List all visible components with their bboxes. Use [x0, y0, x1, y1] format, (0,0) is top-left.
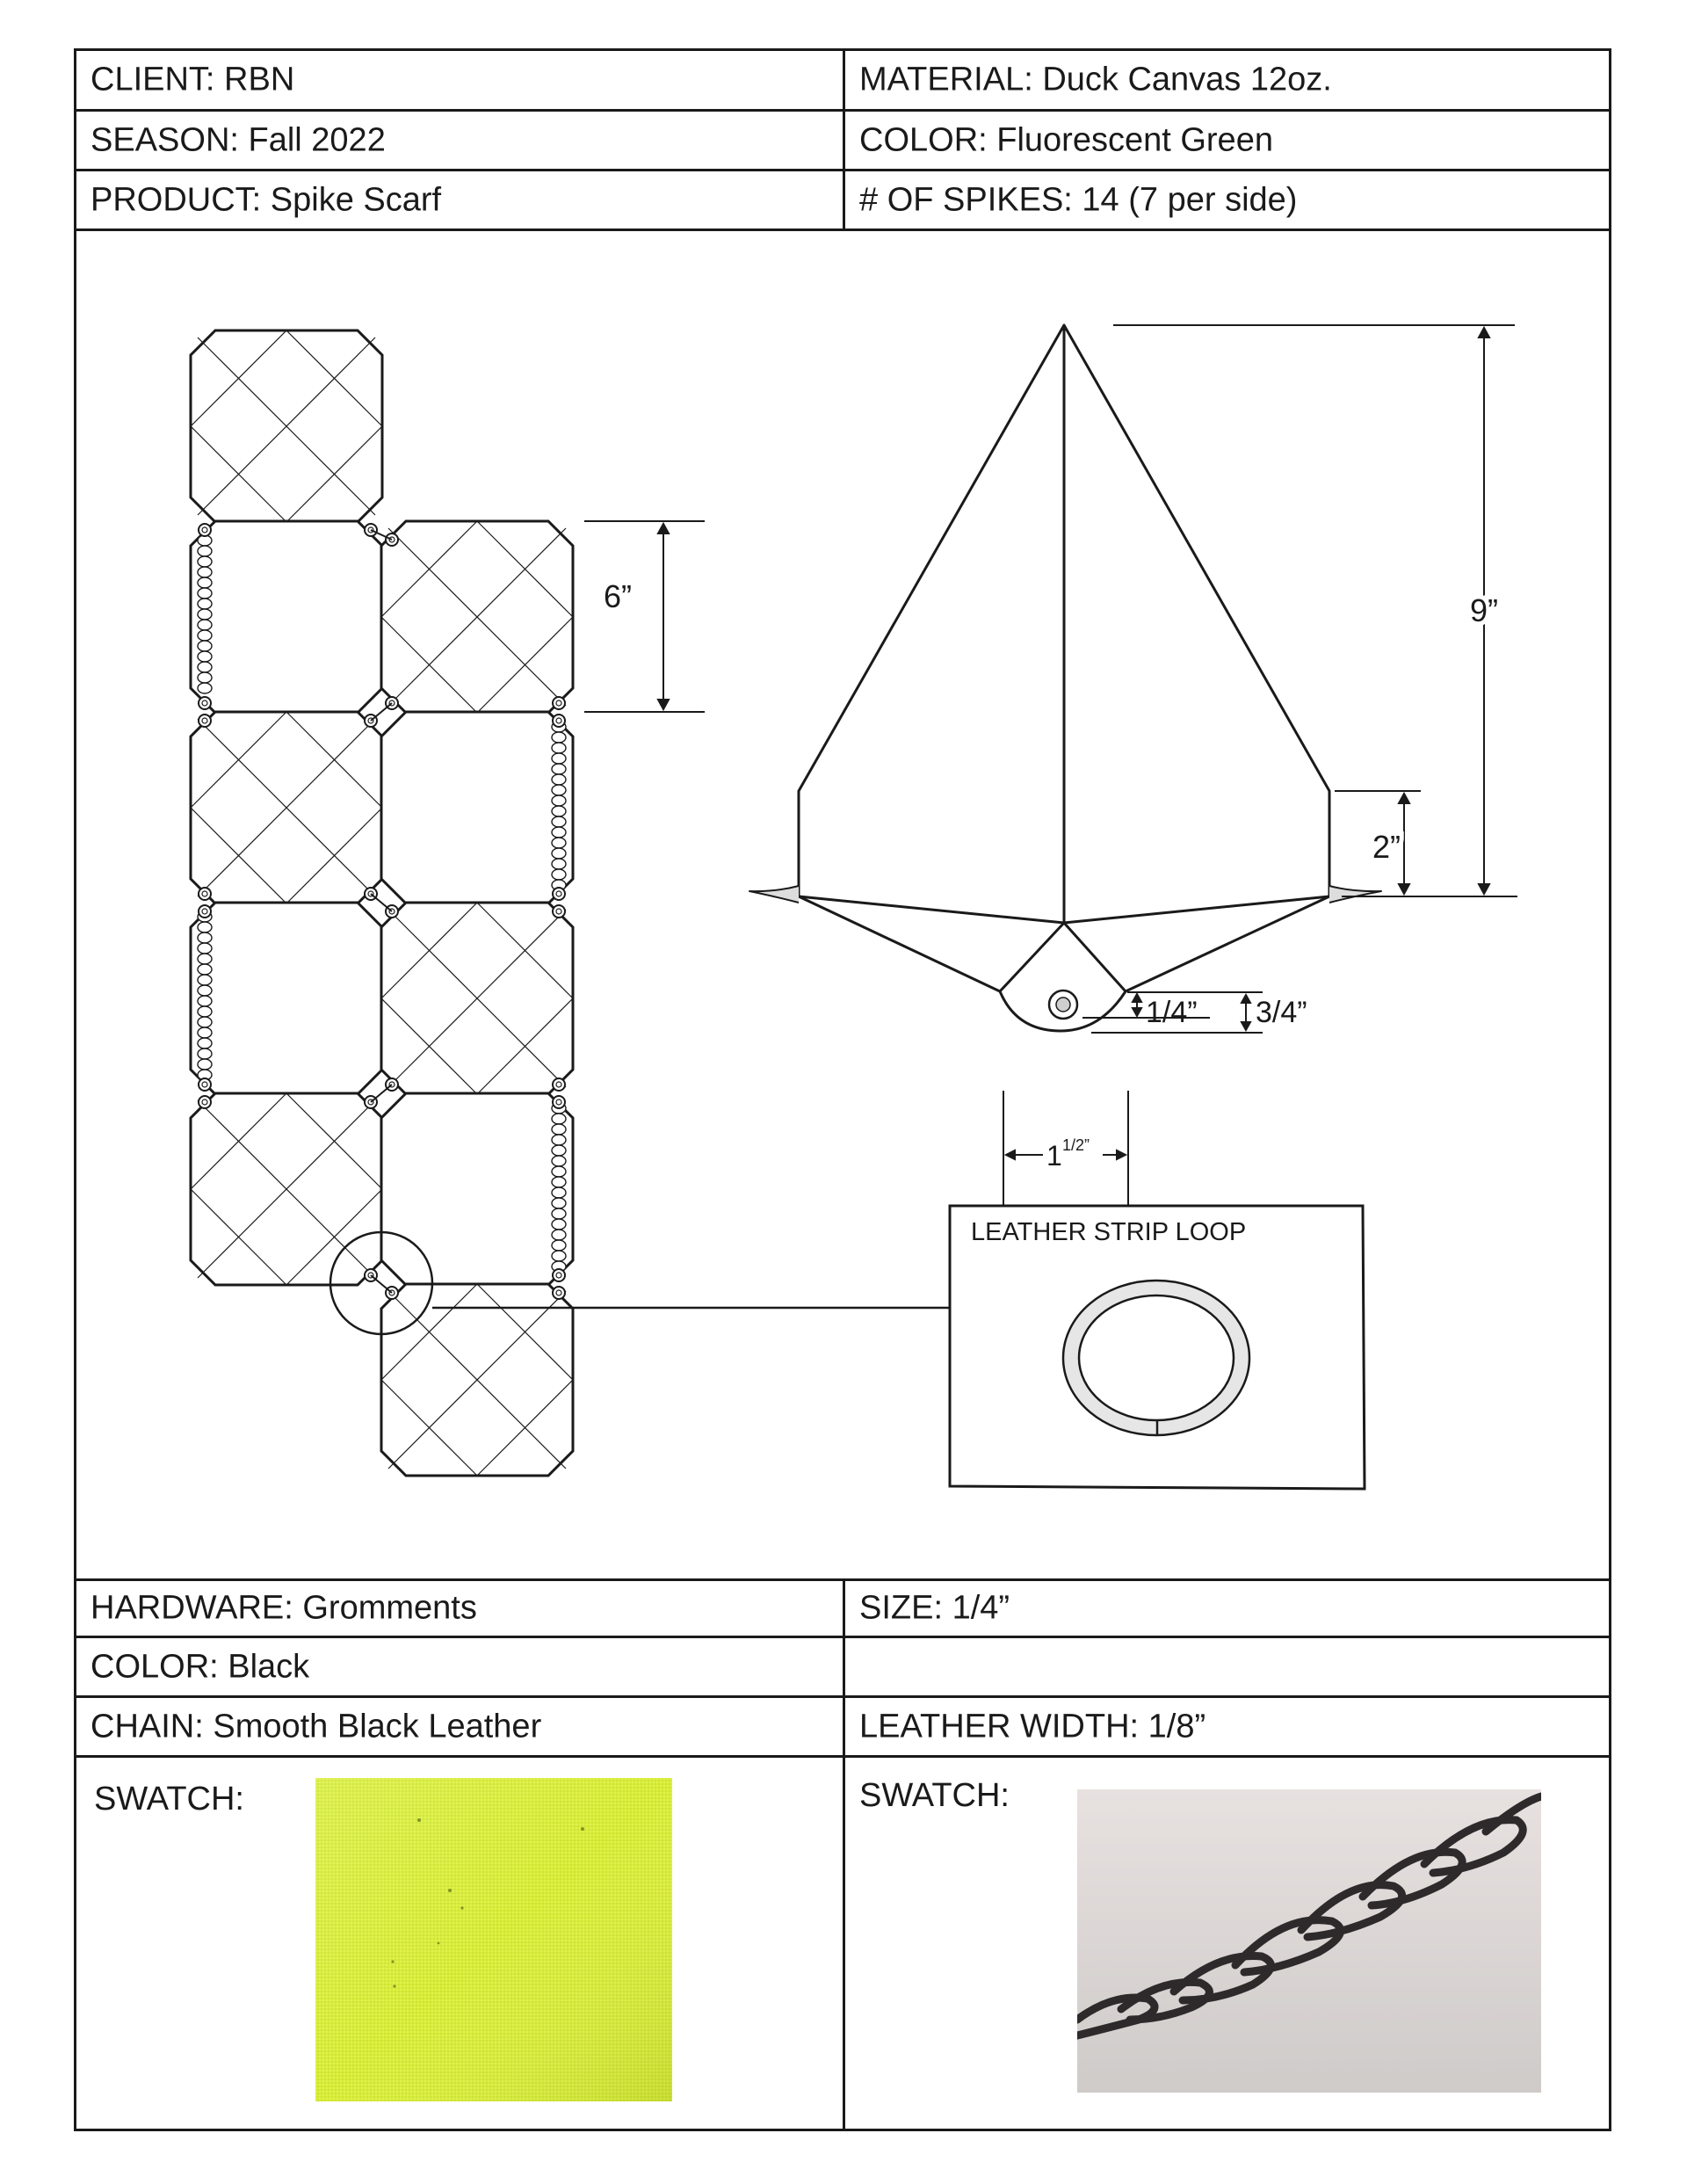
- leather-width-field: LEATHER WIDTH: 1/8”: [859, 1708, 1206, 1745]
- spikes-field: # OF SPIKES: 14 (7 per side): [859, 181, 1298, 218]
- hardware-color-cell: [76, 1638, 845, 1695]
- chain-link: [198, 630, 212, 641]
- color-field: COLOR: Fluorescent Green: [859, 121, 1273, 158]
- chain-link: [198, 662, 212, 672]
- chain-link: [198, 588, 212, 599]
- chain-link: [198, 932, 212, 943]
- chain-link: [552, 806, 566, 816]
- chain-link: [552, 859, 566, 869]
- scarf-panel-plain: [191, 521, 382, 713]
- chain-link: [198, 651, 212, 662]
- chain-link: [552, 848, 566, 859]
- chain-link: [198, 954, 212, 964]
- material-field: MATERIAL: Duck Canvas 12oz.: [859, 61, 1332, 98]
- material-cell: [845, 51, 1611, 109]
- chain-link: [198, 1038, 212, 1048]
- swatch-row: [76, 1758, 1609, 2129]
- dimension-panel: [584, 521, 705, 712]
- scarf-panel-spike: [381, 1284, 573, 1476]
- header-row-1: [76, 51, 1609, 112]
- chain-link: [552, 1156, 566, 1166]
- chain-link: [198, 996, 212, 1006]
- scarf-panel-plain: [381, 712, 573, 903]
- technical-drawing: [76, 231, 1609, 1578]
- chain-link: [552, 1114, 566, 1124]
- chain-link: [552, 1177, 566, 1187]
- hardware-cell: [76, 1581, 845, 1636]
- chain-link: [552, 1208, 566, 1219]
- scarf-panel-spike: [191, 712, 382, 903]
- color-cell: [845, 112, 1611, 169]
- dimension-panel-label: 6”: [604, 578, 633, 614]
- chain-link: [552, 1230, 566, 1240]
- chain-link: [198, 975, 212, 985]
- chain-link: [552, 1166, 566, 1177]
- canvas-swatch-cell: [76, 1758, 845, 2129]
- chain-field: CHAIN: Smooth Black Leather: [91, 1708, 542, 1745]
- chain-link: [198, 546, 212, 556]
- chain-link: [198, 620, 212, 630]
- chain-link: [198, 609, 212, 620]
- chain-swatch-image: [1077, 1789, 1541, 2093]
- scarf-panel-plain: [381, 1093, 573, 1285]
- chain-link: [198, 964, 212, 975]
- chain-link: [552, 753, 566, 764]
- spikes-cell: [845, 171, 1611, 229]
- leather-loop-title: LEATHER STRIP LOOP: [971, 1218, 1247, 1246]
- client-cell: [76, 51, 845, 109]
- chain-link: [552, 816, 566, 827]
- header-row-3: [76, 171, 1609, 231]
- chain-link: [552, 1187, 566, 1198]
- footer-row-3: [76, 1698, 1609, 1758]
- chain-link: [552, 1251, 566, 1261]
- chain-link: [198, 1017, 212, 1027]
- empty-cell: [845, 1638, 1611, 1695]
- product-cell: [76, 171, 845, 229]
- client-field: CLIENT: RBN: [91, 61, 295, 98]
- chain-link: [198, 641, 212, 651]
- chain-link: [552, 1124, 566, 1135]
- hardware-field: HARDWARE: Gromments: [91, 1589, 477, 1627]
- chain-link: [198, 1059, 212, 1070]
- leather-width-cell: [845, 1698, 1611, 1755]
- chain-link: [552, 774, 566, 785]
- scarf-panel-spike: [191, 330, 382, 522]
- chain-link: [198, 599, 212, 609]
- chain-link: [198, 567, 212, 577]
- chain-link: [198, 683, 212, 693]
- chain-link: [552, 869, 566, 880]
- chain-link: [552, 785, 566, 795]
- hardware-color-field: COLOR: Black: [91, 1648, 310, 1685]
- chain-link: [552, 795, 566, 806]
- scarf-panel-spike: [381, 521, 573, 713]
- scarf-panel-spike: [191, 1093, 382, 1285]
- dimension-height-label: 9”: [1469, 592, 1499, 628]
- chain-link: [552, 838, 566, 848]
- chain-link: [198, 1027, 212, 1038]
- dimension-base-label: 2”: [1372, 829, 1401, 865]
- chain-cell: [76, 1698, 845, 1755]
- dimension-width-fraction: 1/2”: [1062, 1136, 1090, 1154]
- chain-link: [552, 827, 566, 838]
- chain-link: [552, 743, 566, 753]
- chain-link: [198, 1006, 212, 1017]
- dimension-width-whole: 1: [1046, 1140, 1062, 1172]
- footer-row-2: [76, 1638, 1609, 1698]
- header-row-2: [76, 112, 1609, 171]
- dimension-hole-label: 1/4”: [1146, 996, 1198, 1029]
- chain-link: [198, 672, 212, 683]
- chain-link: [552, 1135, 566, 1145]
- season-cell: [76, 112, 845, 169]
- scarf-panel-spike: [381, 903, 573, 1094]
- technical-drawing-svg: [76, 231, 1609, 1578]
- product-field: PRODUCT: Spike Scarf: [91, 181, 442, 218]
- canvas-swatch-label: SWATCH:: [94, 1781, 244, 1818]
- spec-sheet: [74, 48, 1611, 2131]
- chain-link: [552, 1219, 566, 1230]
- chain-link: [198, 922, 212, 932]
- spike-diagram: [749, 325, 1381, 1031]
- spike-grommet-hole: [1056, 998, 1070, 1012]
- chain-link: [552, 1240, 566, 1251]
- footer-row-1: [76, 1578, 1609, 1638]
- chain-link: [198, 985, 212, 996]
- chain-link: [552, 1145, 566, 1156]
- size-field: SIZE: 1/4”: [859, 1589, 1010, 1627]
- dimension-tab-label: 3/4”: [1256, 996, 1307, 1029]
- chain-link: [552, 764, 566, 774]
- chain-link: [552, 732, 566, 743]
- chain-link: [552, 1198, 566, 1208]
- chain-link: [198, 556, 212, 567]
- chain-link: [198, 577, 212, 588]
- leather-loop-inner: [1079, 1295, 1234, 1420]
- chain-swatch-cell: [845, 1758, 1611, 2129]
- chain-link: [198, 943, 212, 954]
- size-cell: [845, 1581, 1611, 1636]
- chain-link: [198, 1048, 212, 1059]
- season-field: SEASON: Fall 2022: [91, 121, 386, 158]
- chain-swatch-label: SWATCH:: [859, 1777, 1010, 1814]
- scarf-panel-plain: [191, 903, 382, 1094]
- canvas-swatch-image: [315, 1778, 672, 2101]
